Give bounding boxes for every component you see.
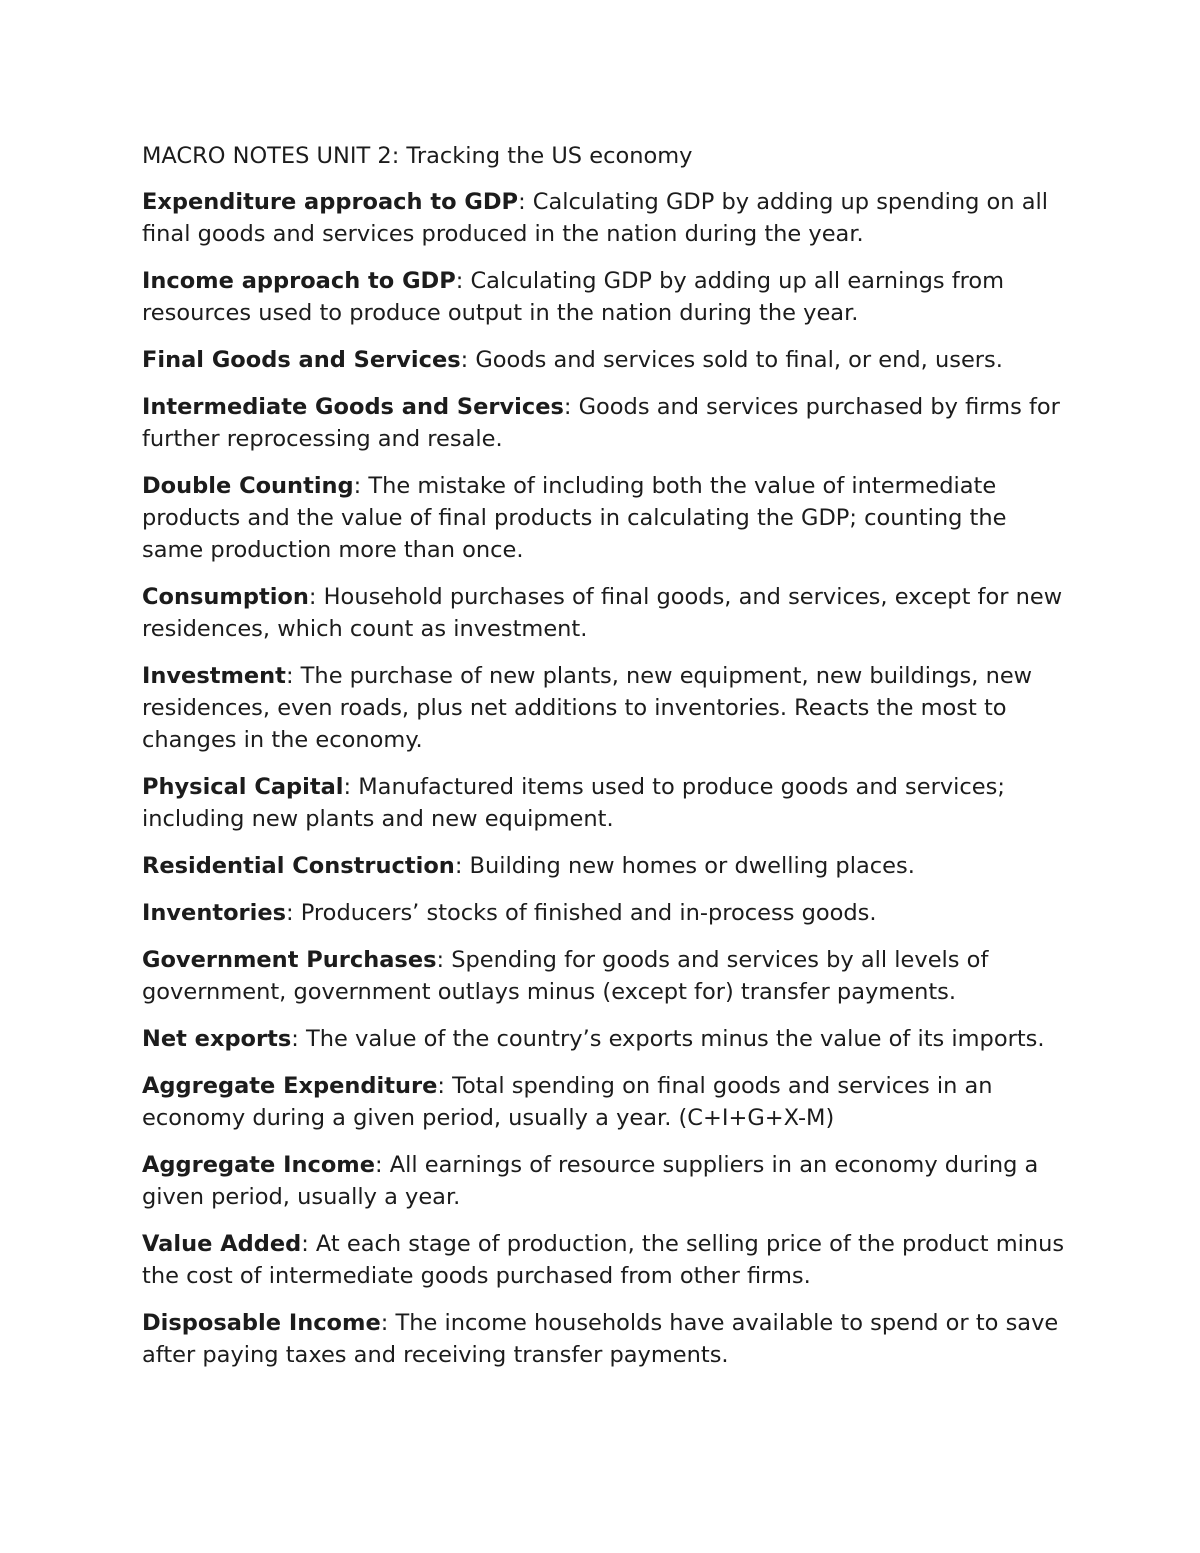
glossary-entry bbox=[142, 1228, 1072, 1292]
entry-term: Disposable Income bbox=[142, 1310, 381, 1336]
entry-definition: : Producers’ stocks of finished and in-process goods. bbox=[286, 900, 877, 926]
entry-term: Value Added bbox=[142, 1231, 302, 1257]
entry-term: Physical Capital bbox=[142, 774, 344, 800]
glossary-entry bbox=[142, 470, 1072, 566]
glossary-entry bbox=[142, 1307, 1072, 1371]
entry-definition: : The income households have available to spend or to save after paying taxes and receiving transfer payments. bbox=[142, 1310, 1059, 1368]
entry-term: Income approach to GDP bbox=[142, 268, 456, 294]
entry-term: Government Purchases bbox=[142, 947, 437, 973]
entry-term: Investment bbox=[142, 663, 286, 689]
entry-definition: : Total spending on final goods and services in an economy during a given period, usually a year. (C+I+G+X-M) bbox=[142, 1073, 993, 1131]
entry-definition: : The purchase of new plants, new equipment, new buildings, new residences, even roads, plus net additions to inventories. Reacts the most to changes in the economy. bbox=[142, 663, 1033, 753]
glossary-entry bbox=[142, 771, 1072, 835]
entry-term: Inventories bbox=[142, 900, 287, 926]
entry-definition: : Building new homes or dwelling places. bbox=[454, 853, 915, 879]
entry-term: Final Goods and Services bbox=[142, 347, 461, 373]
glossary-entry bbox=[142, 391, 1072, 455]
entry-term: Aggregate Expenditure bbox=[142, 1073, 438, 1099]
entry-definition: : Goods and services sold to final, or end, users. bbox=[460, 347, 1003, 373]
entry-term: Double Counting bbox=[142, 473, 354, 499]
glossary-entry bbox=[142, 944, 1072, 1008]
entry-definition: : Spending for goods and services by all levels of government, government outlays minus (except for) transfer payments. bbox=[142, 947, 989, 1005]
entry-definition: : The value of the country’s exports minus the value of its imports. bbox=[291, 1026, 1045, 1052]
glossary-entry bbox=[142, 850, 1072, 882]
glossary-entry bbox=[142, 1023, 1072, 1055]
entry-definition: : Goods and services purchased by firms for further reprocessing and resale. bbox=[142, 394, 1060, 452]
entry-definition: : At each stage of production, the selling price of the product minus the cost of intermediate goods purchased from other firms. bbox=[142, 1231, 1065, 1289]
entry-definition: : Calculating GDP by adding up spending on all final goods and services produced in the nation during the year. bbox=[142, 189, 1049, 247]
glossary-entry bbox=[142, 265, 1072, 329]
entry-definition: : Household purchases of final goods, and services, except for new residences, which count as investment. bbox=[142, 584, 1063, 642]
entry-term: Aggregate Income bbox=[142, 1152, 376, 1178]
entry-term: Intermediate Goods and Services bbox=[142, 394, 564, 420]
glossary-entry bbox=[142, 344, 1072, 376]
glossary-entry bbox=[142, 1149, 1072, 1213]
entry-term: Net exports bbox=[142, 1026, 292, 1052]
glossary-entry bbox=[142, 186, 1072, 250]
document-title: MACRO NOTES UNIT 2: Tracking the US economy bbox=[142, 143, 693, 169]
entry-term: Residential Construction bbox=[142, 853, 455, 879]
entry-term: Expenditure approach to GDP bbox=[142, 189, 519, 215]
glossary-entry bbox=[142, 1070, 1072, 1134]
glossary-entry bbox=[142, 897, 1072, 929]
glossary-entry bbox=[142, 581, 1072, 645]
entry-definition: : Calculating GDP by adding up all earnings from resources used to produce output in the nation during the year. bbox=[142, 268, 1005, 326]
glossary-entry bbox=[142, 660, 1072, 756]
entry-definition: : All earnings of resource suppliers in an economy during a given period, usually a year. bbox=[142, 1152, 1039, 1210]
entry-definition: : The mistake of including both the value of intermediate products and the value of final products in calculating the GDP; counting the same production more than once. bbox=[142, 473, 1007, 563]
entry-term: Consumption bbox=[142, 584, 309, 610]
entry-definition: : Manufactured items used to produce goods and services; including new plants and new equipment. bbox=[142, 774, 1005, 832]
document-body bbox=[142, 140, 1072, 1386]
